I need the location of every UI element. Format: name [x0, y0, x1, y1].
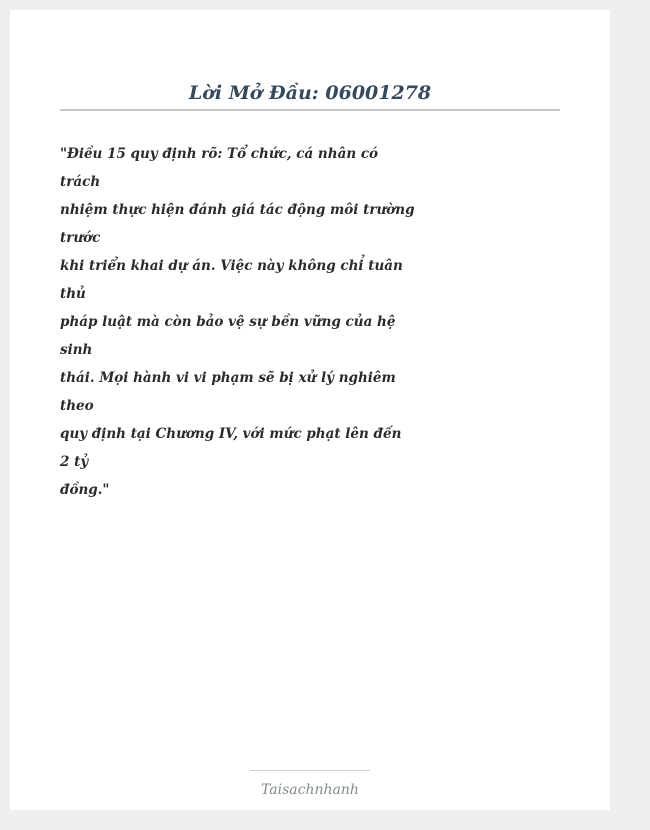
body-line: trước	[60, 230, 101, 246]
footer-source: Taisachnhanh	[261, 782, 359, 798]
body-line: quy định tại Chương IV, với mức phạt lên đến	[60, 426, 402, 442]
title-divider	[60, 109, 560, 111]
body-line: 2 tỷ	[60, 454, 89, 470]
body-line: theo	[60, 398, 94, 414]
body-line: pháp luật mà còn bảo vệ sự bền vững của hệ	[60, 314, 396, 330]
body-line: thái. Mọi hành vi vi phạm sẽ bị xử lý nghiêm	[60, 370, 396, 386]
page-title: Lời Mở Đầu: 06001278	[188, 82, 432, 104]
footer-divider	[250, 770, 370, 771]
body-line: sinh	[60, 342, 93, 358]
body-line: trách	[60, 174, 101, 190]
document-page	[10, 10, 610, 810]
body-paragraph	[60, 140, 415, 504]
body-line: đồng."	[60, 482, 110, 498]
body-line: nhiệm thực hiện đánh giá tác động môi trường	[60, 202, 415, 218]
body-line: khi triển khai dự án. Việc này không chỉ tuân	[60, 258, 403, 274]
body-line: "Điều 15 quy định rõ: Tổ chức, cá nhân có	[60, 146, 379, 162]
body-line: thủ	[60, 286, 86, 302]
